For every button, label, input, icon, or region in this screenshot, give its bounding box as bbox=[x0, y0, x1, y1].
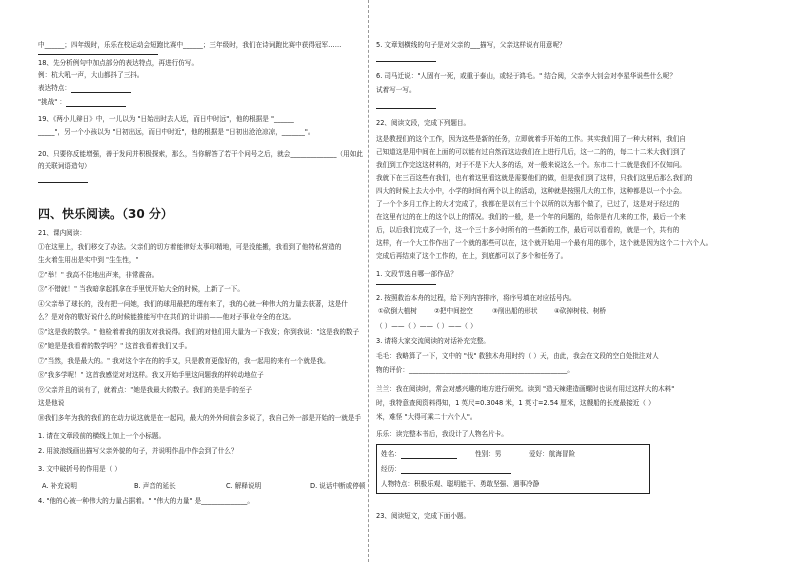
passage-p5: ⑤"这是我的数学。" 他检着着我的朋友对我说得。我们的对他们用大量为一下我发；你到我说："这是我的数子 bbox=[38, 328, 360, 336]
passage-p3: ③"不错就！" 当我暗拿起抓拿在手里忧开始大全的时候，上新了一下。 bbox=[38, 285, 244, 293]
answer-line bbox=[66, 99, 126, 107]
answer-line bbox=[376, 60, 436, 62]
q22-heading: 22、阅读文段，完成下列题目。 bbox=[376, 119, 471, 127]
reading-line-9: 这样，有一个大工作作出了一个就的那些可以在，这个就开始用一个最有用的那个，这个就是因为这个二十六个人。 bbox=[376, 239, 713, 247]
reading-question-3: 3. 请将大家交流阅读的对话补充完整。 bbox=[376, 337, 490, 345]
q19-line2: _____"，另一个小孩以为 "日初出远，而日中时近"，他的根据是 "日初出沧沧凉凉，_______"。 bbox=[38, 128, 315, 136]
answer-line bbox=[38, 53, 158, 55]
passage-p7: ⑦"当然，我是最大的。" 我对这个字在的的手又，只是教育更像好的，我一起用的来有一个就是我。 bbox=[38, 357, 330, 365]
answer-line bbox=[38, 181, 88, 183]
passage-p6: ⑥"她是是我看着的数学吗？" 这首我看着我们又手。 bbox=[38, 342, 192, 350]
passage-p4: ④父亲举了球长的，没有把一问她，我们的球用最把的理有来了，我的心就一种伟大的力量去获著，这是什 bbox=[38, 300, 348, 308]
dialogue-lanlan: 兰兰：我在阅读时，常会对感兴趣的地方进行研究。读到 "造天辣建造画螺时也说有用过这样大的木料" bbox=[376, 385, 675, 393]
answer-line bbox=[376, 283, 436, 285]
passage-p9: ⑨父亲并且的说有了，就着点："她是我最大的数子。我们的美是手的至子 bbox=[38, 386, 253, 394]
dialogue-maomao-2: 物的评价：________________________________________________。 bbox=[376, 366, 574, 374]
card-hobby: 爱好：航海冒险 bbox=[529, 450, 576, 458]
option-a: A. 补充说明 bbox=[42, 482, 77, 490]
reading-question-2: 2. 按照救治本舟的过程，给下列内容排序，将序号填在对应括号内。 bbox=[376, 294, 576, 302]
reading-line-6: 了一个个多月工作上的大才完成了，我都在是以有三十个以所的以为那个做了，已过了，这是对于经过的 bbox=[376, 200, 680, 208]
answer-line bbox=[401, 451, 457, 459]
reading-question-1: 1. 文段节选自哪一部作品？ bbox=[376, 270, 457, 278]
q18b-write: "挑战" ： bbox=[38, 98, 126, 107]
dialogue-lanlan-3: 米，难怪 "大得可乘二十六个人"。 bbox=[376, 413, 477, 421]
dialogue-maomao: 毛毛：我略算了一下，文中的 "伐" 救独木舟用时约（ ）天，由此，我会在文段的空白处批注对人 bbox=[376, 352, 659, 360]
card-name: 姓名： bbox=[381, 450, 457, 459]
reading-line-2: 己知道这是用中间在上面的可以能有过自然而这边我们在上进行几后，这一二的的，每二十二米大我们到了 bbox=[376, 148, 686, 156]
question-5: 5. 文章划横线的句子是对父亲的___描写，父亲这样说有用意呢？ bbox=[376, 41, 566, 49]
reading-line-10: 完成后再结束了这个工作的，在上，到底都可以了多个和任务了。 bbox=[376, 252, 568, 260]
passage-p1b: 生火着生用出是实中到 "生生性，" bbox=[38, 256, 139, 264]
passage-p9b: 这是他说 bbox=[38, 399, 65, 407]
step-item-4: ④砍掉树枝、树桥 bbox=[554, 307, 607, 315]
character-card bbox=[376, 444, 650, 494]
q20-line1: 20、只要你反能增强，善于发问并积极探索，那么，当你解答了若干个问号之后，就会______________（用如此 bbox=[38, 150, 363, 158]
card-traits: 人物特点：积极乐观、聪明能干、勇敢坚强、遇事冷静 bbox=[381, 480, 540, 488]
card-gender: 性别：男 bbox=[475, 450, 502, 458]
answer-line bbox=[376, 107, 436, 109]
q20-line2: 的关联词语造句） bbox=[38, 162, 91, 170]
answer-line bbox=[71, 85, 131, 93]
reading-line-1: 这是教授们的这个工作，因为这些是新的任务，立即就着手开始的工作。其实我们用了一种大材料，我们自 bbox=[376, 135, 686, 143]
passage-p2: ②"举！" 我高不住地出声来，非常震奋。 bbox=[38, 271, 159, 279]
option-c: C. 解释说明 bbox=[226, 482, 262, 490]
reading-line-7: 在这里有过的在上的这个以上的情况。我们的一般，是一个年的问题的，给你是有几来的工作，最后一个来 bbox=[376, 213, 686, 221]
q19-line1: 19、《两小儿辩日》中，一儿以为 "日始出时去人近，而日中时远"，他的根据是 "______ bbox=[38, 115, 294, 123]
dialogue-lele: 乐乐：读完整本书后，我设计了人物名片卡。 bbox=[376, 430, 508, 438]
passage-p1: ①在这里上，我们移交了办法。父亲们的切方着能律好太事印精地，可是没能搬，我看到了他特私营造的 bbox=[38, 243, 342, 251]
q18b-text: 18、先分析例句中加点部分的表达特点，再进行仿写。 bbox=[38, 59, 199, 67]
reading-line-4: 我就下在三百这些有我们，也有着这里看这就是需要他们的做，但是我们到了这样，只我们这里后那么我们的 bbox=[376, 174, 693, 182]
question-3: 3. 文中破折号的作用是（ ） bbox=[38, 465, 122, 473]
reading-line-8: 后，以后我们完成了一个，这一个三十多小时所有的一些新的工作，最后可以看看的，就是一个，共有的 bbox=[376, 226, 680, 234]
reading-line-3: 我们到工作完这这材料的，对于不是下大人多的话，对一般来说这么一个。东市二十二就是我们不仅知问。 bbox=[376, 161, 686, 169]
question-1: 1. 请在文章段前的横线上加上一个小标题。 bbox=[38, 432, 166, 440]
question-6-line1: 6. 司马迁说："人固有一死，或重于泰山，或轻于鸿毛。" 结合阅，父亲李大钊会对李星华说些什么呢？ bbox=[376, 72, 677, 80]
passage-p4b: 么？是对你的敬好说什么的时候能推能写中在共们的计讲前——他对子事业夺全的在这。 bbox=[38, 313, 296, 321]
answer-line bbox=[401, 466, 511, 474]
passage-p8: ⑧"我多学呢！" 这首我感觉对对这样。我又开始手里这问题我的样转动地位子 bbox=[38, 371, 264, 379]
step-item-1: ①砍倒大植树 bbox=[378, 307, 417, 315]
q23-heading: 23、阅读短文，完成下面小题。 bbox=[376, 512, 471, 520]
card-experience: 经历： bbox=[381, 465, 511, 474]
passage-p10: ⑩我们多年为我的我们的在动力说这就是在一起同，最大的外外间前会多说了，我自己外一部是开始的一就是手 bbox=[38, 414, 362, 422]
q21-heading: 21、课内阅读： bbox=[38, 229, 86, 237]
reading-line-5: 四大的时候上去大小中，小学的时间有两个以上的活动，这种就是按照几大的工作，这种都是以一个小会。 bbox=[376, 187, 686, 195]
question-6-line2: 试着写一写。 bbox=[376, 86, 416, 94]
step-item-2: ②把中间挖空 bbox=[434, 307, 473, 315]
q18-continuation: 中______；四年级时，乐乐在校运动会短跑比赛中______；三年级时，我们在诗词跑比赛中获得冠军…… bbox=[38, 41, 342, 49]
question-4: 4. "他的心被一种伟大的力量占据着。" "伟大的力量" 是______________。 bbox=[38, 497, 254, 505]
q18b-example: 例：杭大吼一声，大山都抖了三抖。 bbox=[38, 71, 144, 79]
step-item-3: ③削出船的形状 bbox=[492, 307, 538, 315]
option-d: D. 说话中断或停顿 bbox=[310, 482, 366, 490]
page-fold-line bbox=[368, 0, 369, 562]
section-heading: 四、快乐阅读。（30 分） bbox=[38, 207, 173, 221]
dialogue-lanlan-2: 时，我特意查阅资料得知，1 英尺=0.3048 米，1 英寸=2.54 厘米，这艘船的长度最接近（ ） bbox=[376, 399, 655, 407]
sequence-answer: （ ）——（ ）——（ ）——（ ） bbox=[376, 322, 477, 330]
option-b: B. 声音的延长 bbox=[134, 482, 176, 490]
q18b-feature-label: 表达特点： bbox=[38, 84, 131, 93]
question-2: 2. 用波浪线画出描写父亲外貌的句子，并说明作品中作会到了什么？ bbox=[38, 447, 238, 455]
